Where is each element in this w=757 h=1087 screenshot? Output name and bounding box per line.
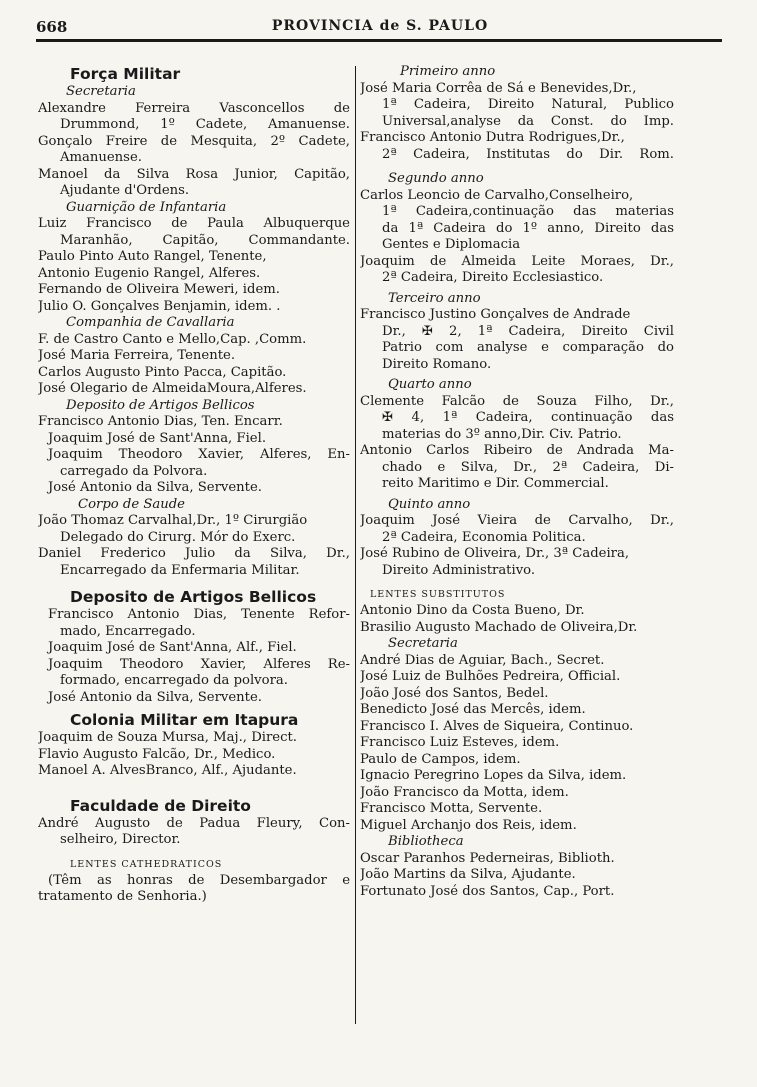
text-line: Manoel A. AlvesBranco, Alf., Ajudante. — [38, 763, 297, 778]
page-header — [36, 14, 724, 36]
text-line: Brasilio Augusto Machado de Oliveira,Dr. — [360, 619, 638, 635]
text-line: Encarregado da Enfermaria Militar. — [60, 562, 300, 578]
section-heading: Faculdade de Direito — [70, 796, 251, 815]
text-line: Joaquim José Vieira de Carvalho, Dr., — [360, 513, 674, 528]
section-heading: Quarto anno — [388, 377, 472, 392]
text-line: reito Maritimo e Dir. Commercial. — [382, 476, 609, 491]
text-line: Flavio Augusto Falcão, Dr., Medico. — [38, 746, 276, 762]
text-line: Patrio com analyse e comparação do — [382, 340, 674, 355]
text-line: Luiz Francisco de Paula Albuquerque — [38, 216, 350, 231]
text-line: Carlos Leoncio de Carvalho,Conselheiro, — [360, 187, 634, 203]
text-line: 2ª Cadeira, Direito Ecclesiastico. — [382, 270, 604, 285]
text-line: José Luiz de Bulhões Pedreira, Official. — [360, 669, 621, 684]
text-line: formado, encarregado da polvora. — [60, 673, 288, 688]
text-line: Delegado do Cirurg. Mór do Exerc. — [60, 529, 296, 545]
text-line: Joaquim de Souza Mursa, Maj., Direct. — [38, 730, 297, 745]
section-heading: Força Militar — [70, 65, 181, 83]
text-line: Manoel da Silva Rosa Junior, Capitão, — [38, 166, 350, 182]
text-line: Universal,analyse da Const. do Imp. — [382, 113, 674, 129]
text-line: André Augusto de Padua Fleury, Con- — [38, 815, 350, 831]
column-divider — [355, 66, 356, 1024]
text-line: Gonçalo Freire de Mesquita, 2º Cadete, — [38, 133, 350, 149]
text-line: Antonio Dino da Costa Bueno, Dr. — [360, 603, 585, 618]
spacer — [38, 788, 350, 796]
text-line: Joaquim Theodoro Xavier, Alferes, En- — [48, 447, 350, 462]
text-line: 2ª Cadeira, Economia Politica. — [382, 529, 586, 545]
text-line: Alexandre Ferreira Vasconcellos de — [38, 100, 350, 116]
section-heading: Secretaria — [66, 84, 136, 99]
text-line: Joaquim de Almeida Leite Moraes, Dr., — [360, 253, 674, 269]
text-line: José Antonio da Silva, Servente. — [48, 689, 262, 705]
text-line: ✠ 4, 1ª Cadeira, continuação das — [382, 410, 674, 425]
text-line: João Francisco da Motta, idem. — [360, 784, 569, 800]
spacer — [360, 163, 674, 171]
section-heading: Quinto anno — [388, 496, 471, 512]
text-line: 2ª Cadeira, Institutas do Dir. Rom. — [382, 146, 674, 162]
text-line: Antonio Carlos Ribeiro de Andrada Ma- — [360, 443, 674, 458]
spacer — [38, 780, 350, 788]
section-heading: Deposito de Artigos Bellicos — [66, 397, 255, 413]
section-heading: Deposito de Artigos Bellicos — [70, 588, 317, 606]
text-line: Joaquim José de Sant'Anna, Alf., Fiel. — [48, 640, 297, 655]
text-line: 1ª Cadeira, Direito Natural, Publico — [382, 97, 674, 112]
text-line: Francisco I. Alves de Siqueira, Continuo. — [360, 718, 634, 734]
section-heading: Bibliotheca — [388, 834, 464, 849]
text-line: Ajudante d'Ordens. — [60, 183, 190, 198]
right-column — [360, 64, 674, 900]
text-line: Carlos Augusto Pinto Pacca, Capitão. — [38, 364, 287, 380]
text-line: João Thomaz Carvalhal,Dr., 1º Cirurgião — [38, 513, 308, 528]
text-line: Oscar Paranhos Pederneiras, Biblioth. — [360, 850, 615, 866]
text-line: Joaquim José de Sant'Anna, Fiel. — [48, 430, 267, 446]
section-heading: Terceiro anno — [388, 290, 481, 306]
text-line: Fortunato José dos Santos, Cap., Port. — [360, 883, 615, 899]
text-line: José Maria Corrêa de Sá e Benevides,Dr., — [360, 80, 637, 96]
text-line: Clemente Falcão de Souza Filho, Dr., — [360, 393, 674, 409]
section-heading: Segundo anno — [388, 171, 484, 186]
text-line: André Dias de Aguiar, Bach., Secret. — [360, 652, 605, 668]
text-line: José Rubino de Oliveira, Dr., 3ª Cadeira, — [360, 546, 630, 561]
text-line: João Martins da Silva, Ajudante. — [360, 867, 576, 882]
text-line: Francisco Luiz Esteves, idem. — [360, 735, 560, 750]
section-heading: Primeiro anno — [400, 64, 496, 79]
text-line: Francisco Antonio Dias, Ten. Encarr. — [38, 414, 283, 429]
text-line: José Olegario de AlmeidaMoura,Alferes. — [38, 381, 307, 396]
text-line: Antonio Eugenio Rangel, Alferes. — [38, 265, 261, 281]
text-line: carregado da Polvora. — [60, 463, 208, 479]
text-line: Direito Administrativo. — [382, 562, 536, 578]
page-number: 668 — [36, 18, 68, 36]
text-line: Ignacio Peregrino Lopes da Silva, idem. — [360, 768, 627, 783]
text-line: Drummond, 1º Cadete, Amanuense. — [60, 117, 350, 132]
text-line: (Têm as honras de Desembargador e — [48, 872, 350, 888]
text-line: da 1ª Cadeira do 1º anno, Direito das — [382, 220, 674, 236]
text-line: Francisco Motta, Servente. — [360, 801, 543, 816]
text-line: João José dos Santos, Bedel. — [360, 685, 549, 701]
text-line: Julio O. Gonçalves Benjamin, idem. . — [38, 298, 281, 314]
text-line: Dr., ✠ 2, 1ª Cadeira, Direito Civil — [382, 323, 674, 339]
text-line: chado e Silva, Dr., 2ª Cadeira, Di- — [382, 459, 674, 475]
text-line: Gentes e Diplomacia — [382, 237, 521, 252]
text-line: Francisco Justino Gonçalves de Andrade — [360, 307, 631, 322]
text-line: mado, Encarregado. — [60, 623, 196, 639]
section-heading: Corpo de Saude — [78, 496, 185, 512]
text-line: Benedicto José das Mercês, idem. — [360, 702, 586, 717]
header-rule — [36, 39, 722, 42]
text-line: Joaquim Theodoro Xavier, Alferes Re- — [48, 656, 350, 672]
text-line: tratamento de Senhoria.) — [38, 889, 207, 904]
section-heading: LENTES CATHEDRATICOS — [70, 858, 223, 870]
text-line: Amanuense. — [60, 150, 142, 165]
section-heading: Secretaria — [388, 636, 458, 651]
text-line: Daniel Frederico Julio da Silva, Dr., — [38, 546, 350, 561]
text-line: Fernando de Oliveira Meweri, idem. — [38, 282, 280, 297]
section-heading: Guarnição de Infantaria — [66, 199, 227, 215]
text-line: Maranhão, Capitão, Commandante. — [60, 232, 350, 248]
spacer — [38, 849, 350, 857]
text-line: Francisco Antonio Dias, Tenente Refor- — [48, 607, 350, 622]
page-title: PROVINCIA de S. PAULO — [271, 18, 489, 34]
section-heading: LENTES SUBSTITUTOS — [370, 589, 506, 600]
section-heading: Colonia Militar em Itapura — [70, 711, 299, 729]
text-line: Francisco Antonio Dutra Rodrigues,Dr., — [360, 130, 625, 145]
section-heading: Companhia de Cavallaria — [66, 315, 235, 330]
text-line: selheiro, Director. — [60, 832, 181, 847]
text-line: Miguel Archanjo dos Reis, idem. — [360, 817, 577, 833]
text-line: F. de Castro Canto e Mello,Cap. ,Comm. — [38, 331, 307, 347]
text-line: 1ª Cadeira,continuação das materias — [382, 204, 674, 219]
text-line: Direito Romano. — [382, 356, 492, 372]
spacer — [360, 579, 674, 587]
spacer — [38, 579, 350, 587]
text-line: Paulo de Campos, idem. — [360, 751, 521, 767]
text-line: Paulo Pinto Auto Rangel, Tenente, — [38, 249, 267, 264]
text-line: José Antonio da Silva, Servente. — [48, 480, 262, 495]
text-line: José Maria Ferreira, Tenente. — [38, 348, 236, 363]
text-line: materias do 3º anno,Dir. Civ. Patrio. — [382, 426, 622, 442]
left-column — [38, 64, 350, 906]
